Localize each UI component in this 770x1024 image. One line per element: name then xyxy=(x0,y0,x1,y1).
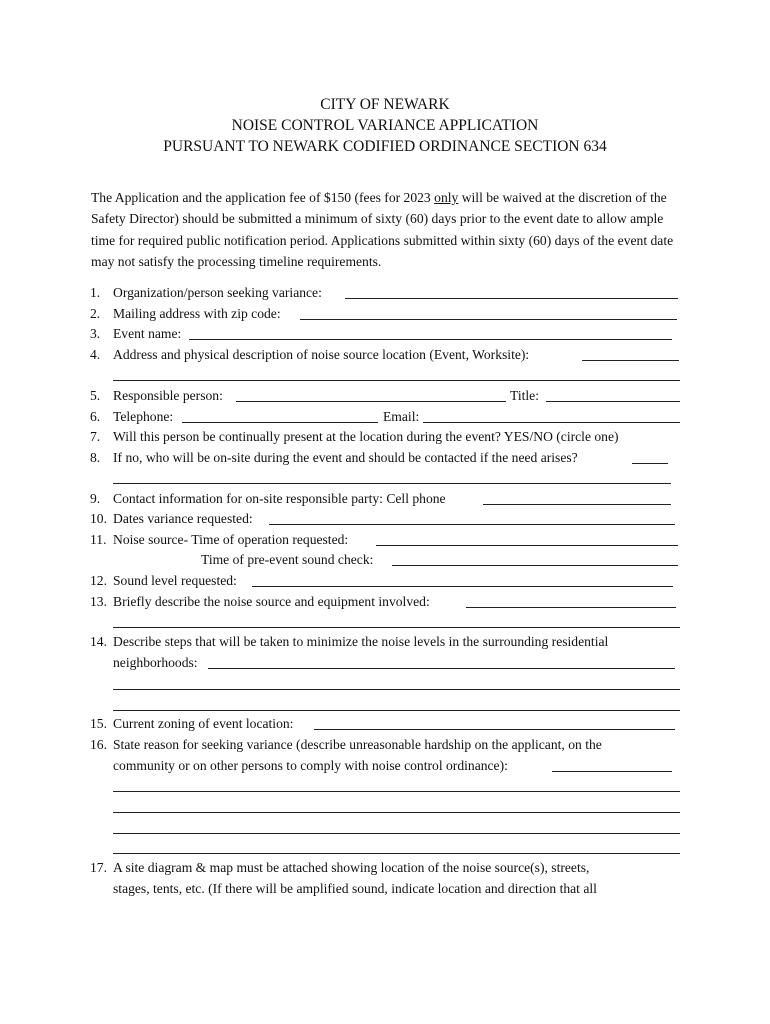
title-ordinance: PURSUANT TO NEWARK CODIFIED ORDINANCE SECTION 634 xyxy=(163,138,607,155)
item-14 xyxy=(0,632,770,652)
item-17 xyxy=(0,858,770,878)
item-label: Telephone: xyxy=(113,409,174,424)
item-14-cont xyxy=(0,653,770,673)
noise-location-field-line-2[interactable] xyxy=(113,380,680,381)
item-label: Describe steps that will be taken to minimize the noise levels in the surrounding residential xyxy=(113,634,609,649)
variance-reason-field[interactable] xyxy=(552,771,672,772)
item-1 xyxy=(0,283,770,303)
item-number: 3. xyxy=(90,326,101,341)
title-form-name: NOISE CONTROL VARIANCE APPLICATION xyxy=(231,117,539,134)
item-label: If no, who will be on-site during the event and should be contacted if the need arises? xyxy=(113,450,578,465)
onsite-contact-field[interactable] xyxy=(632,463,668,464)
responsible-person-field[interactable] xyxy=(236,401,506,402)
item-15 xyxy=(0,714,770,734)
item-7 xyxy=(0,427,770,447)
noise-mitigation-field[interactable] xyxy=(208,668,675,669)
zoning-field[interactable] xyxy=(314,729,675,730)
variance-reason-line-3[interactable] xyxy=(113,812,680,813)
item-number: 8. xyxy=(90,450,101,465)
item-9 xyxy=(0,489,770,509)
title-label: Title: xyxy=(510,388,539,403)
intro-part-2: will be waived at the discretion of the Safety Director) should be submitted a minimum of sixty (60) days prior to the event date to allow ample time for required public notification period. Applications submitted within sixty (60) days of the event date may not satisfy the processing timeline requirements. xyxy=(91,190,674,269)
item-label: Contact information for on-site responsible party: Cell phone xyxy=(113,491,446,506)
variance-reason-line-5[interactable] xyxy=(113,853,680,854)
variance-reason-line-2[interactable] xyxy=(113,791,680,792)
item-label: State reason for seeking variance (describe unreasonable hardship on the applicant, on the xyxy=(113,737,602,752)
noise-mitigation-line-3[interactable] xyxy=(113,710,680,711)
cell-phone-field[interactable] xyxy=(483,504,671,505)
noise-source-description-line-2[interactable] xyxy=(113,627,680,628)
title-city: CITY OF NEWARK xyxy=(320,96,450,113)
document-title xyxy=(0,94,770,157)
item-number: 6. xyxy=(90,409,101,424)
item-number: 9. xyxy=(90,491,101,506)
item-3 xyxy=(0,324,770,344)
item-label: Address and physical description of noise source location (Event, Worksite): xyxy=(113,347,530,362)
item-label: Will this person be continually present at the location during the event? YES/NO (circle one) xyxy=(113,429,619,444)
variance-reason-line-4[interactable] xyxy=(113,833,680,834)
item-2 xyxy=(0,304,770,324)
item-number: 7. xyxy=(90,429,101,444)
item-number: 14. xyxy=(90,634,107,649)
operation-time-field[interactable] xyxy=(376,545,678,546)
noise-source-description-field[interactable] xyxy=(466,607,676,608)
item-label-continued: community or on other persons to comply with noise control ordinance): xyxy=(113,758,508,773)
item-label: Organization/person seeking variance: xyxy=(113,285,322,300)
telephone-field[interactable] xyxy=(182,422,378,423)
item-number: 1. xyxy=(90,285,101,300)
item-label: Dates variance requested: xyxy=(113,511,253,526)
item-number: 10. xyxy=(90,511,107,526)
item-16 xyxy=(0,735,770,755)
item-number: 11. xyxy=(90,532,107,547)
item-12 xyxy=(0,571,770,591)
item-5 xyxy=(0,386,770,406)
dates-requested-field[interactable] xyxy=(269,524,675,525)
item-label: Current zoning of event location: xyxy=(113,716,294,731)
item-6 xyxy=(0,407,770,427)
noise-location-field[interactable] xyxy=(582,360,679,361)
title-field[interactable] xyxy=(546,401,680,402)
item-11-sub xyxy=(0,550,770,570)
mailing-address-field[interactable] xyxy=(300,319,677,320)
noise-mitigation-line-2[interactable] xyxy=(113,689,680,690)
email-label: Email: xyxy=(383,409,420,424)
item-8 xyxy=(0,448,770,468)
sound-level-field[interactable] xyxy=(252,586,673,587)
item-number: 4. xyxy=(90,347,101,362)
item-label: Responsible person: xyxy=(113,388,223,403)
onsite-contact-field-line-2[interactable] xyxy=(113,483,671,484)
organization-field[interactable] xyxy=(345,298,678,299)
email-field[interactable] xyxy=(423,422,680,423)
item-17-cont xyxy=(0,879,770,899)
item-label-continued: stages, tents, etc. (If there will be amplified sound, indicate location and direction that all xyxy=(113,881,597,896)
sound-check-time-field[interactable] xyxy=(392,565,678,566)
item-10 xyxy=(0,509,770,529)
intro-underlined-word: only xyxy=(434,190,459,205)
sound-check-label: Time of pre-event sound check: xyxy=(201,552,374,567)
item-number: 13. xyxy=(90,594,107,609)
intro-paragraph xyxy=(91,187,681,272)
item-label: Mailing address with zip code: xyxy=(113,306,281,321)
item-number: 5. xyxy=(90,388,101,403)
item-number: 17. xyxy=(90,860,107,875)
item-label-continued: neighborhoods: xyxy=(113,655,198,670)
event-name-field[interactable] xyxy=(189,339,672,340)
item-13 xyxy=(0,592,770,612)
item-4 xyxy=(0,345,770,365)
item-label: A site diagram & map must be attached showing location of the noise source(s), streets, xyxy=(113,860,590,875)
item-16-cont xyxy=(0,756,770,776)
item-number: 15. xyxy=(90,716,107,731)
item-11 xyxy=(0,530,770,550)
item-label: Sound level requested: xyxy=(113,573,237,588)
item-number: 12. xyxy=(90,573,107,588)
item-number: 2. xyxy=(90,306,101,321)
item-label: Noise source- Time of operation requested: xyxy=(113,532,349,547)
intro-part-1: The Application and the application fee of $150 (fees for 2023 xyxy=(91,190,435,205)
item-number: 16. xyxy=(90,737,107,752)
item-label: Briefly describe the noise source and equipment involved: xyxy=(113,594,430,609)
item-label: Event name: xyxy=(113,326,182,341)
